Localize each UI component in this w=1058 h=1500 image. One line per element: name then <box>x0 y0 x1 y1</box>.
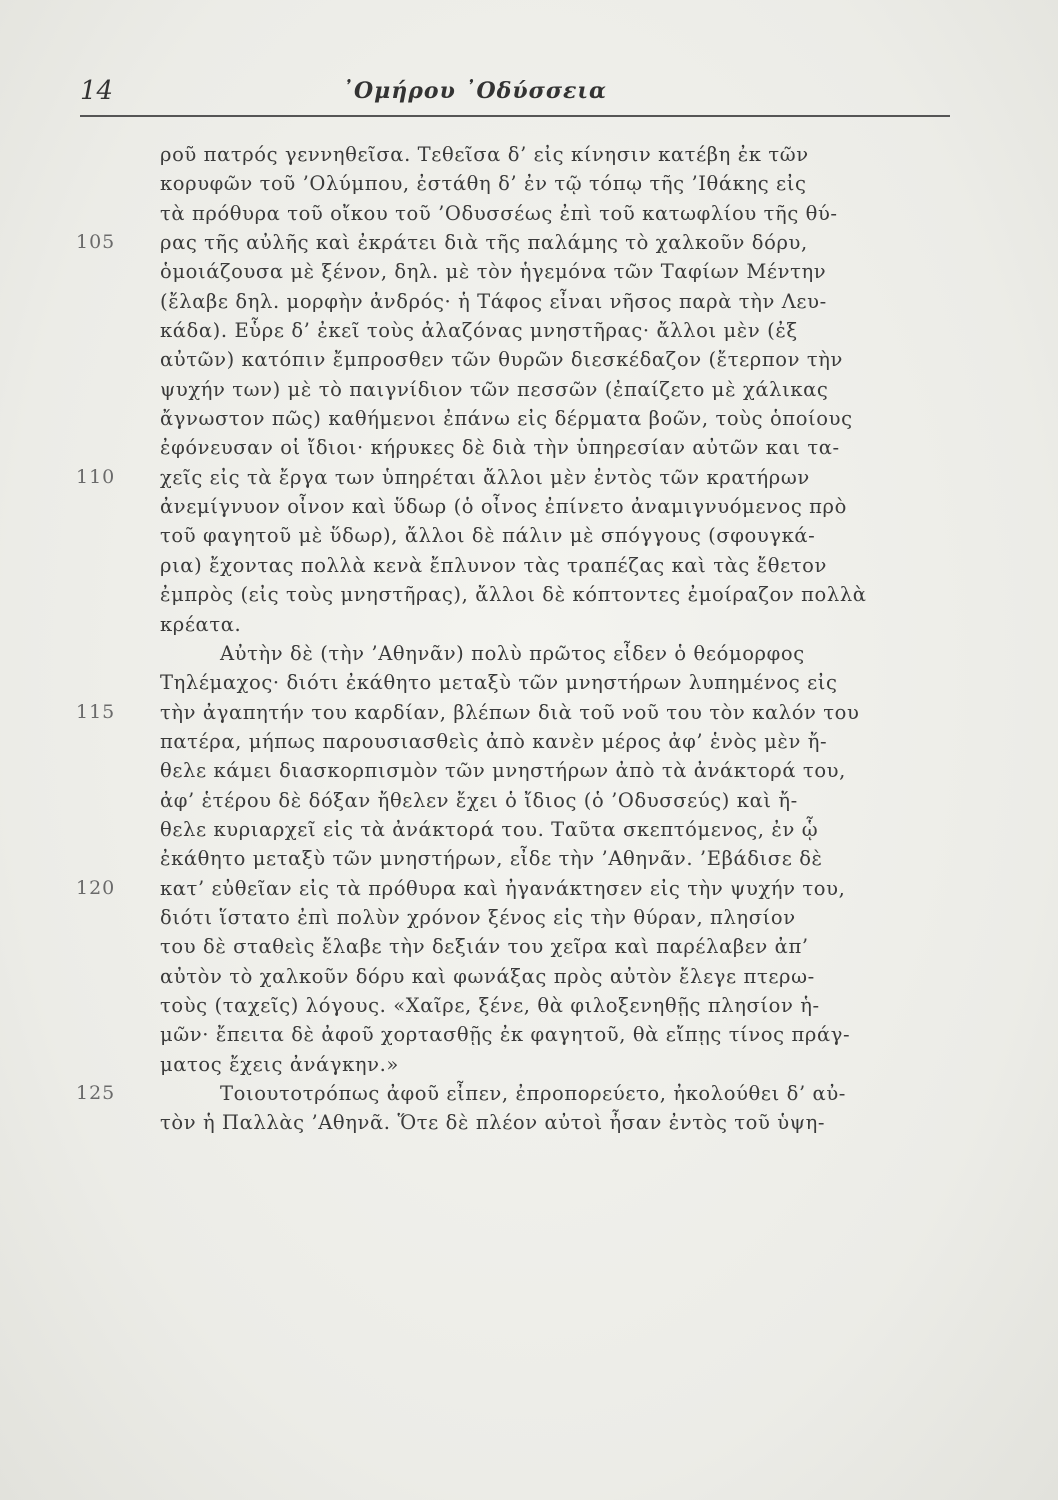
text-line <box>0 1050 1058 1079</box>
line-number: 110 <box>76 465 116 488</box>
text-line <box>0 521 1058 550</box>
line-number: 120 <box>76 876 116 899</box>
text-line <box>0 375 1058 404</box>
text-line <box>0 1079 1058 1108</box>
line-text: ρας τῆς αὐλῆς καὶ ἐκράτει διὰ τῆς παλάμης τὸ χαλκοῦν δόρυ, <box>160 231 808 255</box>
line-text: Τοιουτοτρόπως ἀφοῦ εἶπεν, ἐπροπορεύετο, ἠκολούθει δ’ αὐ- <box>220 1082 846 1105</box>
line-text: αὐτῶν) κατόπιν ἔμπροσθεν τῶν θυρῶν διεσκέδαζον (ἔτερπον τὴν <box>160 348 844 372</box>
text-line <box>0 463 1058 492</box>
line-text: ἄγνωστον πῶς) καθήμενοι ἐπάνω εἰς δέρματα βοῶν, τοὺς ὁποίους <box>160 407 853 431</box>
line-text: ἀνεμίγνυον οἶνον καὶ ὕδωρ (ὁ οἶνος ἐπίνετο ἀναμιγνυόμενος πρὸ <box>160 495 847 519</box>
line-number: 125 <box>76 1082 116 1104</box>
line-text: Αὐτὴν δὲ (τὴν ’Αθηνᾶν) πολὺ πρῶτος εἶδεν ὁ θεόμορφος <box>220 641 805 665</box>
text-line <box>0 991 1058 1020</box>
text-line <box>0 903 1058 932</box>
text-line <box>0 815 1058 844</box>
text-line <box>0 257 1058 286</box>
page-header <box>80 72 950 112</box>
line-text: ἐκάθητο μεταξὺ τῶν μνηστήρων, εἶδε τὴν ’Αθηνᾶν. ’Εβάδισε δὲ <box>160 847 823 871</box>
line-text: κάδα). Εὗρε δ’ ἐκεῖ τοὺς ἀλαζόνας μνηστῆρας· ἄλλοι μὲν (ἐξ <box>160 319 798 343</box>
page-number: 14 <box>80 76 114 106</box>
body-text <box>0 140 1058 1138</box>
line-text: ματος ἔχεις ἀνάγκην.» <box>160 1052 399 1076</box>
line-text: τὸν ἡ Παλλὰς ’Αθηνᾶ. Ὅτε δὲ πλέον αὐτοὶ ἦσαν ἐντὸς τοῦ ὑψη- <box>160 1111 826 1135</box>
text-line <box>0 433 1058 462</box>
text-line <box>0 228 1058 257</box>
line-text: τὴν ἀγαπητήν του καρδίαν, βλέπων διὰ τοῦ νοῦ του τὸν καλόν του <box>160 700 860 724</box>
text-line <box>0 727 1058 756</box>
text-line <box>0 492 1058 521</box>
text-line <box>0 199 1058 228</box>
line-text: τοῦ φαγητοῦ μὲ ὕδωρ), ἄλλοι δὲ πάλιν μὲ σπόγγους (σφουγκά- <box>160 524 816 548</box>
line-text: του δὲ σταθεὶς ἔλαβε τὴν δεξιάν του χεῖρα καὶ παρέλαβεν ἀπ’ <box>160 935 809 959</box>
line-text: διότι ἵστατο ἐπὶ πολὺν χρόνον ξένος εἰς τὴν θύραν, πλησίον <box>160 905 796 929</box>
text-line <box>0 345 1058 374</box>
header-rule <box>80 115 950 117</box>
line-text: τοὺς (ταχεῖς) λόγους. «Χαῖρε, ξένε, θὰ φιλοξενηθῇς πλησίον ἡ- <box>160 993 820 1017</box>
text-line <box>0 316 1058 345</box>
text-line <box>0 287 1058 316</box>
line-text: χεῖς εἰς τὰ ἔργα των ὑπηρέται ἄλλοι μὲν ἐντὸς τῶν κρατήρων <box>160 465 810 489</box>
text-line <box>0 1020 1058 1049</box>
line-text: Τηλέμαχος· διότι ἐκάθητο μεταξὺ τῶν μνηστήρων λυπημένος εἰς <box>160 671 838 695</box>
line-text: κορυφῶν τοῦ ’Ολύμπου, ἐστάθη δ’ ἐν τῷ τόπῳ τῆς ’Ιθάκης εἰς <box>160 172 807 196</box>
text-line <box>0 140 1058 169</box>
text-line <box>0 404 1058 433</box>
running-title: ᾿Ομήρου ᾿Οδύσσεια <box>342 78 607 104</box>
text-line <box>0 962 1058 991</box>
line-text: πατέρα, μήπως παρουσιασθεὶς ἀπὸ κανὲν μέρος ἀφ’ ἑνὸς μὲν ἤ- <box>160 729 828 753</box>
line-text: μῶν· ἔπειτα δὲ ἀφοῦ χορτασθῇς ἐκ φαγητοῦ, θὰ εἴπῃς τίνος πράγ- <box>160 1023 851 1047</box>
text-line <box>0 756 1058 785</box>
line-text: κρέατα. <box>160 612 242 636</box>
line-text: θελε κυριαρχεῖ εἰς τὰ ἀνάκτορά του. Ταῦτα σκεπτόμενος, ἐν ᾧ <box>160 817 819 841</box>
line-text: ὁμοιάζουσα μὲ ξένον, δηλ. μὲ τὸν ἡγεμόνα τῶν Ταφίων Μέντην <box>160 260 827 284</box>
line-text: ἀφ’ ἑτέρου δὲ δόξαν ἤθελεν ἔχει ὁ ἴδιος (ὁ ’Οδυσσεύς) καὶ ἤ- <box>160 788 798 812</box>
text-line <box>0 786 1058 815</box>
text-line <box>0 668 1058 697</box>
line-text: αὐτὸν τὸ χαλκοῦν δόρυ καὶ φωνάξας πρὸς αὐτὸν ἔλεγε πτερω- <box>160 964 815 988</box>
line-text: θελε κάμει διασκορπισμὸν τῶν μνηστήρων ἀπὸ τὰ ἀνάκτορά του, <box>160 759 846 783</box>
text-line <box>0 551 1058 580</box>
text-line <box>0 610 1058 639</box>
text-line <box>0 874 1058 903</box>
line-text: ρια) ἔχοντας πολλὰ κενὰ ἔπλυνον τὰς τραπέζας καὶ τὰς ἔθετον <box>160 553 827 577</box>
line-number: 105 <box>76 231 116 254</box>
text-line <box>0 639 1058 668</box>
line-text: τὰ πρόθυρα τοῦ οἴκου τοῦ ’Οδυσσέως ἐπὶ τοῦ κατωφλίου τῆς θύ- <box>160 201 838 225</box>
text-line <box>0 580 1058 609</box>
line-text: ροῦ πατρός γεννηθεῖσα. Τεθεῖσα δ’ εἰς κίνησιν κατέβη ἐκ τῶν <box>160 143 809 166</box>
text-line <box>0 1108 1058 1137</box>
line-text: ἐμπρὸς (εἰς τοὺς μνηστῆρας), ἄλλοι δὲ κόπτοντες ἐμοίραζον πολλὰ <box>160 583 867 607</box>
line-text: ψυχήν των) μὲ τὸ παιγνίδιον τῶν πεσσῶν (ἐπαίζετο μὲ χάλικας <box>160 377 829 401</box>
line-text: κατ’ εὐθεῖαν εἰς τὰ πρόθυρα καὶ ἠγανάκτησεν εἰς τὴν ψυχήν του, <box>160 876 846 900</box>
line-number: 115 <box>76 700 116 723</box>
text-line <box>0 169 1058 198</box>
text-line <box>0 844 1058 873</box>
line-text: (ἔλαβε δηλ. μορφὴν ἀνδρός· ἡ Τάφος εἶναι νῆσος παρὰ τὴν Λευ- <box>160 289 827 313</box>
text-line <box>0 698 1058 727</box>
text-line <box>0 932 1058 961</box>
line-text: ἐφόνευσαν οἱ ἴδιοι· κήρυκες δὲ διὰ τὴν ὑπηρεσίαν αὐτῶν και τα- <box>160 436 840 460</box>
